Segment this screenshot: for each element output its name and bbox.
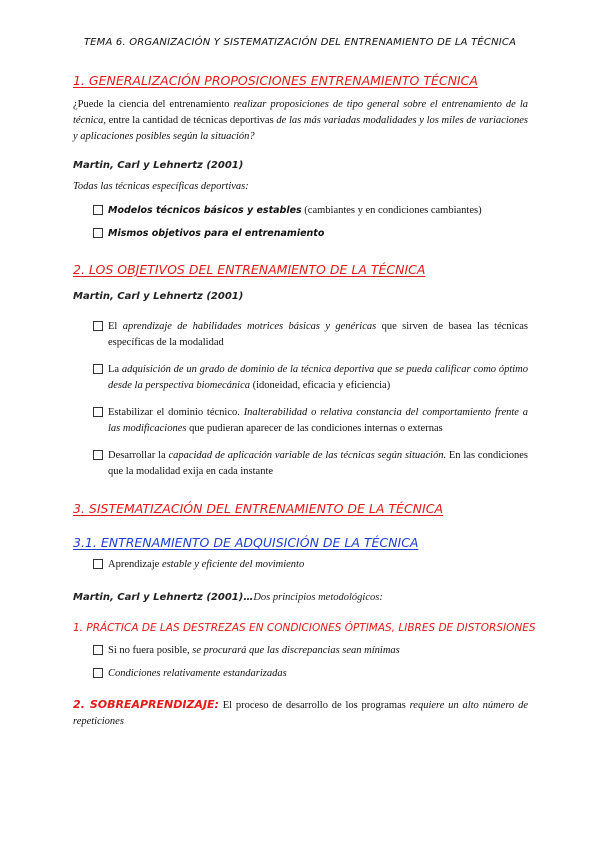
- item-text: Desarrollar la: [108, 450, 169, 461]
- item-text: En las condiciones que la modalidad exija en cada instante: [108, 450, 528, 477]
- list-item: [93, 319, 528, 351]
- list-item: [93, 362, 528, 394]
- list-item: [93, 643, 528, 659]
- section-3-heading: 3. SISTEMATIZACIÓN DEL ENTRENAMIENTO DE LA TÉCNICA: [73, 501, 443, 516]
- list-item: [93, 405, 528, 437]
- principle-2-text: El proceso de desarrollo de los programas: [218, 700, 410, 711]
- checkbox-icon: [93, 645, 103, 655]
- section-2-heading: 2. LOS OBJETIVOS DEL ENTRENAMIENTO DE LA TÉCNICA: [73, 262, 426, 277]
- item-emphasis: Modelos técnicos básicos y estables: [108, 205, 302, 216]
- checkbox-icon: [93, 668, 103, 678]
- checkbox-icon: [93, 559, 103, 569]
- item-text: (cambiantes y en condiciones cambiantes): [301, 205, 482, 216]
- question-text-d: de las más variadas modalidades y los miles de variaciones y aplicaciones posibles según la situación?: [73, 115, 528, 142]
- item-text: que pudieran aparecer de las condiciones internas o externas: [186, 423, 443, 434]
- checkbox-icon: [93, 407, 103, 417]
- item-text: Aprendizaje: [108, 559, 162, 570]
- list-item: [93, 448, 528, 480]
- principle-2-emphasis: requiere un alto número de repeticiones: [73, 700, 528, 727]
- checkbox-icon: [93, 321, 103, 331]
- item-emphasis: aprendizaje de habilidades motrices básicas y genéricas: [122, 321, 377, 332]
- question-text-c: entre la cantidad de técnicas deportivas: [105, 115, 277, 126]
- section-1-question: [73, 97, 528, 145]
- list-item: [93, 666, 528, 682]
- item-emphasis: adquisición de un grado de dominio de la técnica deportiva que se pueda calificar como óptimo desde la perspectiva biomecánica: [108, 364, 529, 391]
- section-1-intro: Todas las técnicas específicas deportivas:: [73, 181, 249, 192]
- item-text: (idoneidad, eficacia y eficiencia): [250, 380, 391, 391]
- item-text: La: [108, 364, 122, 375]
- item-text: que sirven de basea las técnicas específicas de la modalidad: [108, 321, 528, 348]
- item-emphasis: Condiciones relativamente estandarizadas: [108, 668, 287, 679]
- list-item: [93, 557, 528, 573]
- document-title: TEMA 6. ORGANIZACIÓN Y SISTEMATIZACIÓN DEL ENTRENAMIENTO DE LA TÉCNICA: [83, 37, 517, 48]
- item-text: Si no fuera posible,: [108, 645, 193, 656]
- checkbox-icon: [93, 450, 103, 460]
- item-emphasis: capacidad de aplicación variable de las técnicas según situación.: [168, 450, 447, 461]
- item-text: Estabilizar el dominio técnico.: [108, 407, 244, 418]
- checkbox-icon: [93, 205, 103, 215]
- list-item: [93, 226, 528, 242]
- item-emphasis: se procurará que las discrepancias sean mínimas: [192, 645, 400, 656]
- checkbox-icon: [93, 364, 103, 374]
- author-name: Martin, Carl y Lehnertz (2001)…: [73, 592, 254, 603]
- item-emphasis: Mismos objetivos para el entrenamiento: [108, 228, 325, 239]
- question-text-a: ¿Puede la ciencia del entrenamiento: [73, 99, 234, 110]
- section-1-heading: 1. GENERALIZACIÓN PROPOSICIONES ENTRENAMIENTO TÉCNICA: [73, 73, 478, 88]
- section-3-1-heading: 3.1. ENTRENAMIENTO DE ADQUISICIÓN DE LA TÉCNICA: [73, 535, 419, 550]
- item-emphasis: Inalterabilidad o relativa constancia del comportamiento frente a las modificaciones: [108, 407, 528, 434]
- section-2-author: Martin, Carl y Lehnertz (2001): [73, 291, 244, 302]
- principle-2: [73, 697, 528, 730]
- question-text-b: realizar proposiciones de tipo general sobre el entrenamiento de la técnica,: [73, 99, 528, 126]
- section-1-author: Martin, Carl y Lehnertz (2001): [73, 160, 244, 171]
- principle-2-label: 2. SOBREAPRENDIZAJE:: [73, 698, 219, 711]
- principle-1-heading: 1. PRÁCTICA DE LAS DESTREZAS EN CONDICIONES ÓPTIMAS, LIBRES DE DISTORSIONES: [73, 622, 536, 634]
- author-tail: Dos principios metodológicos:: [253, 592, 383, 603]
- checkbox-icon: [93, 228, 103, 238]
- section-3-author: [73, 592, 383, 603]
- list-item: [93, 203, 528, 219]
- item-text: El: [108, 321, 123, 332]
- item-emphasis: estable y eficiente del movimiento: [161, 559, 305, 570]
